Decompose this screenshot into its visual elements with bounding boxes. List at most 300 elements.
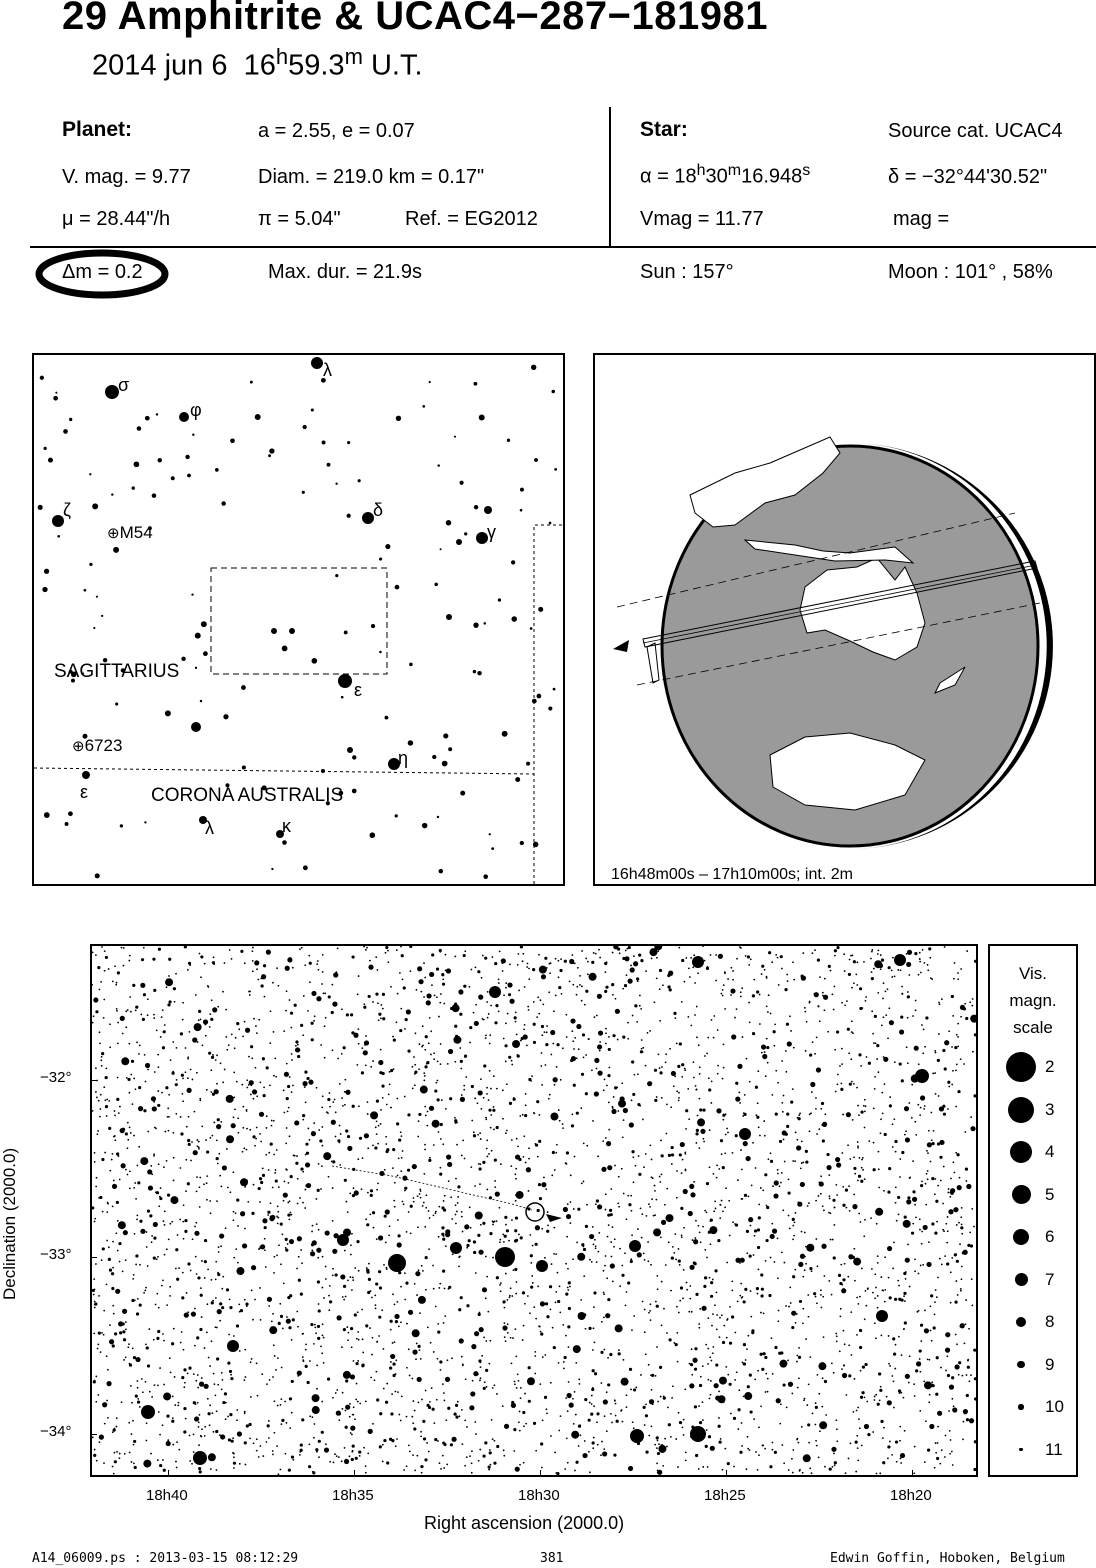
- finder-star: [491, 847, 494, 850]
- chart-star: [486, 1139, 488, 1141]
- chart-star: [302, 1356, 304, 1358]
- chart-star: [704, 1210, 706, 1212]
- chart-star: [93, 997, 98, 1002]
- chart-star: [458, 1308, 461, 1311]
- chart-star: [673, 1085, 675, 1087]
- chart-star: [814, 1424, 816, 1426]
- chart-star: [196, 1273, 198, 1275]
- chart-star: [965, 1180, 967, 1182]
- chart-star: [874, 1322, 876, 1324]
- chart-star: [101, 1259, 103, 1261]
- chart-star: [937, 1185, 939, 1187]
- chart-star: [856, 1087, 858, 1089]
- chart-star: [931, 978, 933, 980]
- chart-star: [770, 1013, 772, 1015]
- chart-star: [225, 1402, 227, 1404]
- chart-star: [870, 958, 872, 960]
- chart-star: [621, 1082, 623, 1084]
- chart-star: [435, 1212, 437, 1214]
- chart-star: [351, 1233, 353, 1235]
- chart-star: [597, 1204, 602, 1209]
- chart-star: [280, 1398, 282, 1400]
- chart-star: [818, 1362, 826, 1370]
- chart-star: [920, 1184, 923, 1187]
- chart-star: [117, 971, 120, 974]
- chart-star: [100, 981, 102, 983]
- chart-star: [913, 1074, 915, 1076]
- chart-star: [920, 1265, 922, 1267]
- chart-star: [488, 1153, 490, 1155]
- chart-star: [262, 1455, 264, 1457]
- chart-star: [315, 1448, 318, 1451]
- chart-star: [605, 1255, 607, 1257]
- chart-star: [574, 1156, 576, 1158]
- finder-star: [448, 747, 452, 751]
- chart-star: [152, 1106, 157, 1111]
- chart-star: [688, 1311, 690, 1313]
- chart-star: [456, 1122, 458, 1124]
- chart-star: [749, 1374, 752, 1377]
- chart-star: [790, 1101, 793, 1104]
- chart-star: [450, 1443, 453, 1446]
- scale-magnitude-label: 8: [1045, 1312, 1055, 1331]
- chart-star: [842, 1373, 847, 1378]
- chart-star: [116, 1426, 118, 1428]
- chart-star: [608, 1102, 610, 1104]
- finder-star: [479, 415, 485, 421]
- chart-star: [560, 1079, 562, 1081]
- chart-star: [641, 1048, 643, 1050]
- chart-star: [757, 1370, 759, 1372]
- ra-s-unit: s: [802, 162, 811, 179]
- chart-star: [199, 1186, 201, 1188]
- chart-star: [431, 953, 434, 956]
- chart-star: [463, 1089, 465, 1091]
- chart-star: [689, 976, 691, 978]
- chart-star: [163, 1166, 165, 1168]
- chart-star: [475, 1004, 477, 1006]
- chart-star: [401, 1157, 403, 1159]
- chart-star: [565, 1162, 567, 1164]
- chart-star: [633, 1315, 635, 1317]
- chart-star: [948, 1410, 950, 1412]
- chart-star: [723, 1067, 725, 1069]
- chart-star: [385, 1143, 387, 1145]
- chart-star: [154, 1071, 156, 1073]
- chart-star: [350, 1244, 352, 1246]
- chart-star: [109, 1324, 111, 1326]
- chart-star: [541, 1467, 543, 1469]
- chart-star: [480, 1078, 482, 1080]
- chart-star: [143, 993, 146, 996]
- chart-star: [566, 1214, 571, 1219]
- chart-star: [921, 1231, 923, 1233]
- chart-star: [157, 1104, 160, 1107]
- chart-star: [717, 1029, 719, 1031]
- chart-star: [640, 959, 643, 962]
- chart-star: [244, 1186, 246, 1188]
- chart-star: [923, 1380, 925, 1382]
- chart-star: [293, 1154, 295, 1156]
- finder-star: [53, 396, 58, 401]
- chart-star: [478, 1163, 480, 1165]
- chart-star: [147, 1265, 149, 1267]
- scale-magnitude-dot: [1013, 1229, 1029, 1245]
- chart-star: [469, 1026, 472, 1029]
- chart-star: [742, 1115, 744, 1117]
- chart-star: [168, 958, 171, 961]
- chart-star: [269, 1216, 274, 1221]
- chart-star: [462, 1231, 464, 1233]
- chart-star: [194, 1308, 196, 1310]
- chart-star: [670, 1106, 672, 1108]
- chart-star: [335, 1111, 337, 1113]
- chart-star: [592, 1120, 594, 1122]
- chart-star: [889, 1365, 891, 1367]
- chart-star: [671, 1153, 674, 1156]
- chart-star: [190, 1270, 192, 1272]
- chart-star: [809, 1113, 811, 1115]
- chart-star: [593, 1244, 595, 1246]
- chart-star: [576, 986, 578, 988]
- chart-star: [255, 1138, 257, 1140]
- chart-star: [340, 1133, 342, 1135]
- chart-star: [810, 1082, 815, 1087]
- chart-star: [206, 1199, 208, 1201]
- chart-star: [437, 1098, 440, 1101]
- chart-star: [249, 994, 251, 996]
- chart-star: [442, 1270, 445, 1273]
- chart-star: [864, 1424, 869, 1429]
- chart-star: [645, 1404, 647, 1406]
- chart-star: [426, 1125, 428, 1127]
- chart-star: [161, 1092, 163, 1094]
- chart-star: [296, 1311, 298, 1313]
- chart-star: [919, 958, 921, 960]
- chart-star: [511, 1295, 513, 1297]
- chart-star: [209, 1424, 211, 1426]
- chart-star: [200, 1287, 202, 1289]
- chart-star: [799, 1469, 801, 1471]
- chart-star: [199, 1470, 202, 1473]
- chart-star: [973, 1468, 976, 1471]
- chart-star: [643, 1166, 645, 1168]
- chart-star: [378, 1019, 380, 1021]
- finder-star: [473, 670, 476, 673]
- chart-star: [798, 1204, 800, 1206]
- chart-star: [741, 987, 743, 989]
- chart-star: [379, 1171, 384, 1176]
- chart-star: [768, 994, 770, 996]
- chart-star: [798, 1442, 800, 1444]
- chart-star: [173, 1180, 175, 1182]
- chart-star: [344, 1079, 346, 1081]
- chart-star: [365, 1324, 368, 1327]
- chart-star: [119, 1331, 122, 1334]
- chart-star: [238, 1028, 240, 1030]
- chart-star: [425, 1194, 427, 1196]
- chart-star: [114, 1139, 116, 1141]
- chart-star: [503, 1455, 505, 1457]
- star-chart: [90, 944, 978, 1477]
- chart-star: [141, 958, 144, 961]
- chart-star: [877, 1262, 879, 1264]
- chart-star: [839, 1065, 841, 1067]
- chart-star: [854, 1173, 856, 1175]
- chart-star: [332, 1101, 334, 1103]
- chart-star: [922, 1052, 924, 1054]
- chart-star: [227, 1187, 229, 1189]
- chart-star: [225, 1009, 227, 1011]
- chart-star: [527, 1377, 535, 1385]
- chart-star: [559, 1312, 561, 1314]
- chart-star: [263, 1086, 265, 1088]
- earth-globe-map: [595, 355, 1094, 884]
- chart-star: [556, 1066, 558, 1068]
- chart-star: [955, 1280, 957, 1282]
- chart-star: [166, 986, 168, 988]
- chart-star: [492, 1257, 494, 1259]
- chart-star: [499, 1207, 501, 1209]
- chart-star: [699, 1073, 701, 1075]
- ra-hours: α = 18: [640, 165, 697, 188]
- chart-star: [766, 1005, 768, 1007]
- chart-star: [259, 1247, 261, 1249]
- chart-star: [288, 1469, 291, 1472]
- chart-star: [359, 1403, 361, 1405]
- chart-star: [367, 1147, 369, 1149]
- chart-star: [576, 1024, 581, 1029]
- chart-star: [419, 1043, 421, 1045]
- chart-star: [498, 982, 500, 984]
- chart-star: [92, 1436, 94, 1438]
- chart-star: [913, 1472, 915, 1474]
- chart-star: [964, 1131, 966, 1133]
- chart-star: [625, 950, 627, 952]
- chart-star: [127, 1147, 129, 1149]
- chart-star: [162, 1046, 165, 1049]
- chart-star: [699, 1231, 701, 1233]
- chart-star: [321, 1401, 323, 1403]
- chart-star: [596, 1412, 599, 1415]
- chart-star: [260, 978, 262, 980]
- chart-star: [94, 1301, 96, 1303]
- chart-star: [566, 1437, 568, 1439]
- chart-star: [728, 1200, 730, 1202]
- chart-star: [209, 1137, 211, 1139]
- chart-star: [940, 1367, 942, 1369]
- chart-star: [106, 1115, 108, 1117]
- chart-star: [937, 1442, 939, 1444]
- chart-star: [456, 1144, 458, 1146]
- chart-star: [413, 1427, 416, 1430]
- chart-star: [714, 1304, 716, 1306]
- chart-star: [571, 1113, 573, 1115]
- chart-star: [729, 1342, 732, 1345]
- chart-star: [515, 1012, 517, 1014]
- chart-star: [696, 1088, 698, 1090]
- chart-star: [815, 1440, 817, 1442]
- chart-star: [270, 1143, 273, 1146]
- chart-star: [750, 1316, 752, 1318]
- chart-star: [665, 1214, 673, 1222]
- chart-star: [755, 1114, 757, 1116]
- chart-star: [117, 1077, 119, 1079]
- chart-star: [470, 1391, 475, 1396]
- chart-star: [873, 1042, 875, 1044]
- chart-star: [345, 1405, 350, 1410]
- chart-star: [311, 1249, 313, 1251]
- chart-star: [631, 1234, 633, 1236]
- chart-star: [312, 1416, 314, 1418]
- chart-star: [168, 1116, 170, 1118]
- chart-star: [458, 1256, 460, 1258]
- chart-star: [329, 1092, 331, 1094]
- time-standard: U.T.: [370, 49, 423, 82]
- chart-star: [899, 1062, 902, 1065]
- chart-star: [533, 1422, 536, 1425]
- chart-star: [581, 985, 583, 987]
- chart-star: [692, 1358, 697, 1363]
- chart-star: [802, 1472, 804, 1474]
- chart-star: [811, 1091, 813, 1093]
- chart-star: [288, 957, 291, 960]
- chart-star: [183, 1430, 186, 1433]
- chart-star: [803, 1399, 805, 1401]
- chart-star: [396, 1021, 398, 1023]
- chart-star: [788, 1382, 793, 1387]
- chart-star: [316, 963, 318, 965]
- chart-star: [522, 1114, 524, 1116]
- chart-star: [540, 1301, 545, 1306]
- chart-star: [468, 1239, 471, 1242]
- chart-star: [550, 1382, 552, 1384]
- chart-star: [273, 1256, 275, 1258]
- chart-star: [125, 1132, 128, 1135]
- finder-star: [89, 473, 91, 475]
- chart-star: [877, 953, 879, 955]
- chart-star: [479, 1327, 484, 1332]
- chart-star: [289, 1427, 291, 1429]
- chart-star: [167, 1107, 169, 1109]
- chart-star: [297, 1044, 299, 1046]
- chart-star: [446, 968, 451, 973]
- chart-star: [266, 1115, 268, 1117]
- chart-star: [610, 1413, 612, 1415]
- finder-star: [385, 544, 390, 549]
- chart-star: [351, 1458, 354, 1461]
- chart-star: [643, 1252, 645, 1254]
- chart-star: [796, 1361, 798, 1363]
- chart-star: [887, 988, 889, 990]
- chart-star: [594, 1372, 597, 1375]
- chart-star: [283, 1030, 285, 1032]
- chart-star: [206, 1150, 209, 1153]
- chart-star: [212, 1007, 217, 1012]
- chart-star: [743, 1396, 745, 1398]
- chart-star: [798, 1262, 803, 1267]
- chart-star: [275, 1076, 277, 1078]
- chart-star: [537, 1285, 539, 1287]
- chart-star: [928, 1130, 930, 1132]
- chart-star: [271, 1120, 273, 1122]
- chart-star: [233, 1097, 235, 1099]
- chart-star: [400, 1170, 402, 1172]
- chart-star: [455, 1035, 458, 1038]
- chart-star: [944, 946, 946, 948]
- chart-star: [302, 1114, 305, 1117]
- chart-star: [147, 1209, 150, 1212]
- chart-star: [444, 1288, 446, 1290]
- chart-star: [665, 1053, 667, 1055]
- chart-star: [106, 1381, 111, 1386]
- chart-star: [188, 1143, 191, 1146]
- ra-tick-label: 18h40: [146, 1487, 188, 1504]
- chart-star: [125, 1328, 127, 1330]
- chart-star: [113, 1473, 115, 1475]
- chart-star: [514, 1173, 516, 1175]
- finder-star: [484, 506, 492, 514]
- chart-star: [310, 1082, 312, 1084]
- chart-star: [277, 1205, 279, 1207]
- chart-star: [423, 1173, 425, 1175]
- chart-star: [853, 982, 855, 984]
- chart-star: [146, 1246, 148, 1248]
- chart-star: [550, 1054, 552, 1056]
- chart-star: [353, 1360, 355, 1362]
- chart-star: [153, 1222, 158, 1227]
- chart-star: [260, 1244, 265, 1249]
- chart-star: [273, 1075, 275, 1077]
- chart-star: [259, 1287, 261, 1289]
- chart-star: [92, 1110, 93, 1112]
- chart-star: [291, 1339, 293, 1341]
- chart-star: [739, 1451, 742, 1454]
- chart-star: [949, 1453, 951, 1455]
- chart-star: [612, 994, 614, 996]
- chart-star: [850, 1058, 852, 1060]
- chart-star: [395, 1445, 397, 1447]
- chart-star: [386, 1383, 388, 1385]
- chart-star: [883, 1016, 885, 1018]
- chart-star: [303, 1360, 305, 1362]
- chart-star: [338, 1142, 340, 1144]
- chart-star: [159, 1367, 161, 1369]
- chart-star: [660, 1396, 662, 1398]
- chart-star: [457, 1401, 459, 1403]
- ra-tick-label: 18h30: [518, 1487, 560, 1504]
- chart-star: [706, 967, 709, 970]
- chart-star: [739, 946, 741, 948]
- chart-star: [956, 1260, 959, 1263]
- chart-star: [645, 1353, 647, 1355]
- chart-star: [647, 1032, 649, 1034]
- chart-star: [612, 1107, 614, 1109]
- chart-star: [129, 1363, 132, 1366]
- planet-motion: μ = 28.44"/h: [62, 208, 171, 230]
- chart-star: [246, 1110, 248, 1112]
- chart-star: [157, 1256, 159, 1258]
- chart-star: [300, 1249, 302, 1251]
- chart-star: [861, 1391, 864, 1394]
- chart-star: [539, 966, 547, 974]
- chart-star: [517, 1146, 519, 1148]
- chart-star: [893, 1407, 895, 1409]
- chart-star: [843, 1364, 845, 1366]
- chart-star: [876, 1473, 878, 1475]
- chart-star: [632, 1093, 635, 1096]
- chart-star: [957, 978, 959, 980]
